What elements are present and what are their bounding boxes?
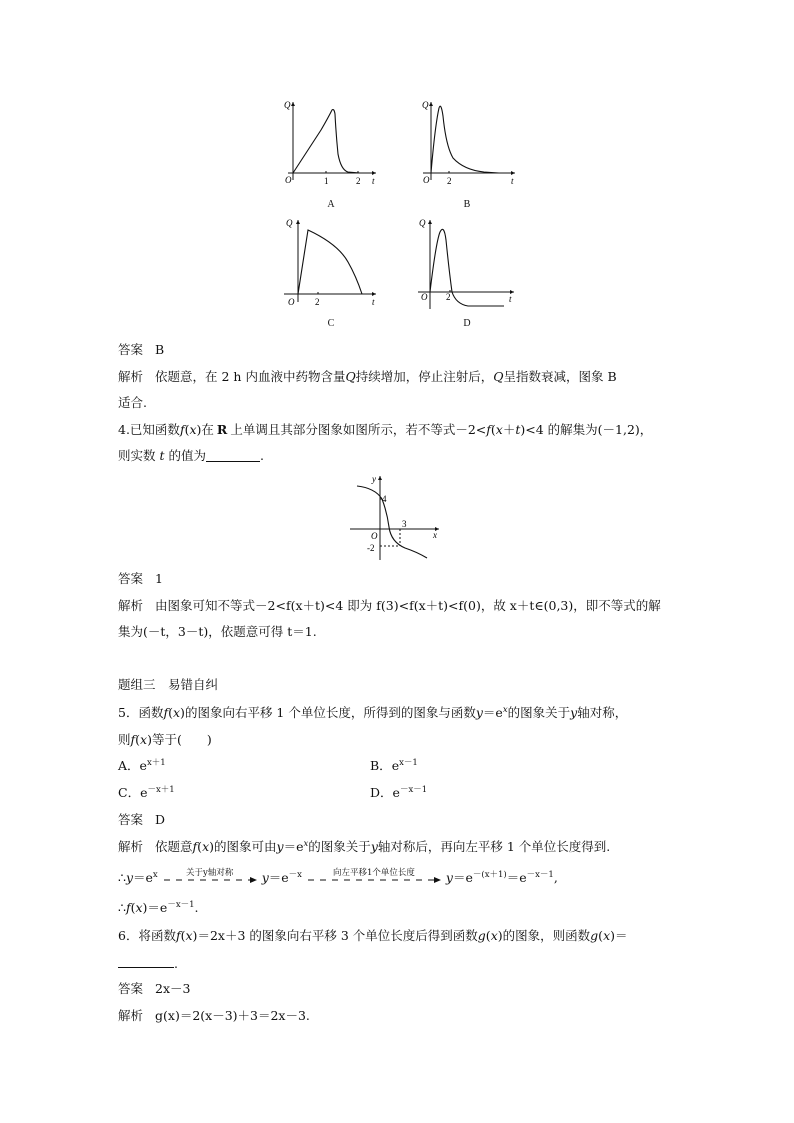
y-axis-label: Q bbox=[286, 218, 293, 228]
q5-option-a[interactable]: A．$e^{x+1}$ bbox=[118, 758, 166, 773]
answer-label: 答案 bbox=[118, 571, 144, 586]
y-tick-bottom: -2 bbox=[367, 543, 375, 553]
q3-answer bbox=[118, 341, 164, 359]
transform-arrow-2: 向左平移1个单位长度 bbox=[306, 873, 442, 885]
x-axis-label: t bbox=[509, 294, 512, 304]
curve bbox=[430, 229, 504, 306]
answer-value: B bbox=[155, 342, 165, 357]
q5-result: $\therefore f(x)=e^{-x-1}$. bbox=[118, 900, 199, 915]
graph-d bbox=[412, 214, 522, 309]
origin-label: O bbox=[288, 297, 295, 307]
q5-option-b[interactable]: B．$e^{x-1}$ bbox=[370, 758, 418, 773]
y-axis-label: Q bbox=[422, 100, 429, 110]
origin-label: O bbox=[285, 175, 292, 185]
q3-analysis-cont: 适合. bbox=[118, 395, 147, 410]
y-tick-top: 4 bbox=[382, 494, 387, 504]
answer-value: 2x－3 bbox=[155, 981, 191, 996]
q4-stem-cont: 则实数 t 的值为 . bbox=[118, 448, 265, 463]
graph-c bbox=[278, 214, 383, 309]
origin-label: O bbox=[421, 292, 428, 302]
tick-label: 2 bbox=[356, 176, 361, 186]
graph-b-caption: B bbox=[463, 199, 471, 210]
tick-label: 2 bbox=[447, 176, 452, 186]
x-axis-label: t bbox=[372, 297, 375, 307]
q3-analysis: 解析 依题意，在 2 h 内血液中药物含量Q持续增加，停止注射后，Q呈指数衰减，图象 B bbox=[118, 369, 617, 384]
q5-chain: $\therefore y=e^x$ 关于y轴对称 $y=e^{-x}$ 向左平移1个单位长度 $y=e^{-(x+1)}=e^{-x-1}$, bbox=[118, 867, 558, 885]
y-axis-label: Q bbox=[284, 100, 291, 110]
x-axis-label: t bbox=[372, 176, 375, 186]
q4-analysis: 解析 由图象可知不等式－2<f(x＋t)<4 即为 f(3)<f(x＋t)<f(0)，故 x＋t∈(0,3)，即不等式的解 bbox=[118, 598, 661, 613]
answer-blank bbox=[118, 954, 174, 968]
tick-label: 1 bbox=[324, 176, 329, 186]
curve bbox=[431, 106, 499, 173]
analysis-label: 解析 bbox=[118, 369, 144, 384]
x-axis-label: x bbox=[433, 530, 437, 540]
section-title: 题组三 易错自纠 bbox=[118, 677, 219, 692]
x-tick: 3 bbox=[402, 519, 407, 529]
q4-analysis-cont: 集为(－t，3－t)，依题意可得 t＝1. bbox=[118, 624, 317, 639]
answer-label: 答案 bbox=[118, 981, 144, 996]
graph-a bbox=[278, 96, 383, 188]
curve bbox=[298, 230, 362, 294]
answer-value: D bbox=[155, 812, 166, 827]
q5-analysis: 解析 依题意f(x)的图象可由$y=e^x$的图象关于y轴对称后，再向左平移 1 个单位长度得到. bbox=[118, 839, 611, 854]
answer-label: 答案 bbox=[118, 812, 144, 827]
q5-answer bbox=[118, 811, 165, 829]
q5-stem-cont: 则f(x)等于( ) bbox=[118, 732, 212, 747]
graph-b bbox=[419, 96, 524, 188]
transform-arrow-1: 关于y轴对称 bbox=[162, 873, 258, 885]
origin-label: O bbox=[371, 531, 378, 541]
graph-c-caption: C bbox=[327, 318, 335, 329]
q4-stem: 4.已知函数f(x)在 R 上单调且其部分图象如图所示，若不等式－2<f(x＋t)<4 的解集为(－1,2)， bbox=[118, 422, 653, 437]
answer-value: 1 bbox=[155, 571, 163, 586]
analysis-label: 解析 bbox=[118, 1008, 144, 1023]
answer-label: 答案 bbox=[118, 342, 144, 357]
y-axis-label: y bbox=[372, 474, 376, 484]
graph-a-caption: A bbox=[327, 199, 335, 210]
graph-d-caption: D bbox=[463, 318, 471, 329]
analysis-label: 解析 bbox=[118, 598, 144, 613]
tick-label: 2 bbox=[315, 297, 320, 307]
q4-graph bbox=[345, 472, 445, 562]
q4-answer bbox=[118, 570, 163, 588]
q6-blank: . bbox=[118, 954, 178, 973]
tick-label: 2 bbox=[446, 292, 451, 302]
q5-option-c[interactable]: C．$e^{-x+1}$ bbox=[118, 785, 175, 800]
answer-blank bbox=[206, 448, 260, 462]
analysis-label: 解析 bbox=[118, 839, 144, 854]
curve bbox=[293, 110, 360, 174]
q6-answer bbox=[118, 980, 190, 998]
q6-analysis: 解析 g(x)＝2(x－3)＋3＝2x－3. bbox=[118, 1008, 310, 1023]
q5-stem: 5．函数f(x)的图象向右平移 1 个单位长度，所得到的图象与函数$y=e^x$的图象关于y轴对称， bbox=[118, 705, 628, 720]
x-axis-label: t bbox=[511, 176, 514, 186]
q6-stem: 6．将函数f(x)＝2x＋3 的图象向右平移 3 个单位长度后得到函数g(x)的图象，则函数g(x)＝ bbox=[118, 928, 628, 943]
q5-option-d[interactable]: D．$e^{-x-1}$ bbox=[370, 785, 428, 800]
origin-label: O bbox=[423, 175, 430, 185]
y-axis-label: Q bbox=[419, 218, 426, 228]
